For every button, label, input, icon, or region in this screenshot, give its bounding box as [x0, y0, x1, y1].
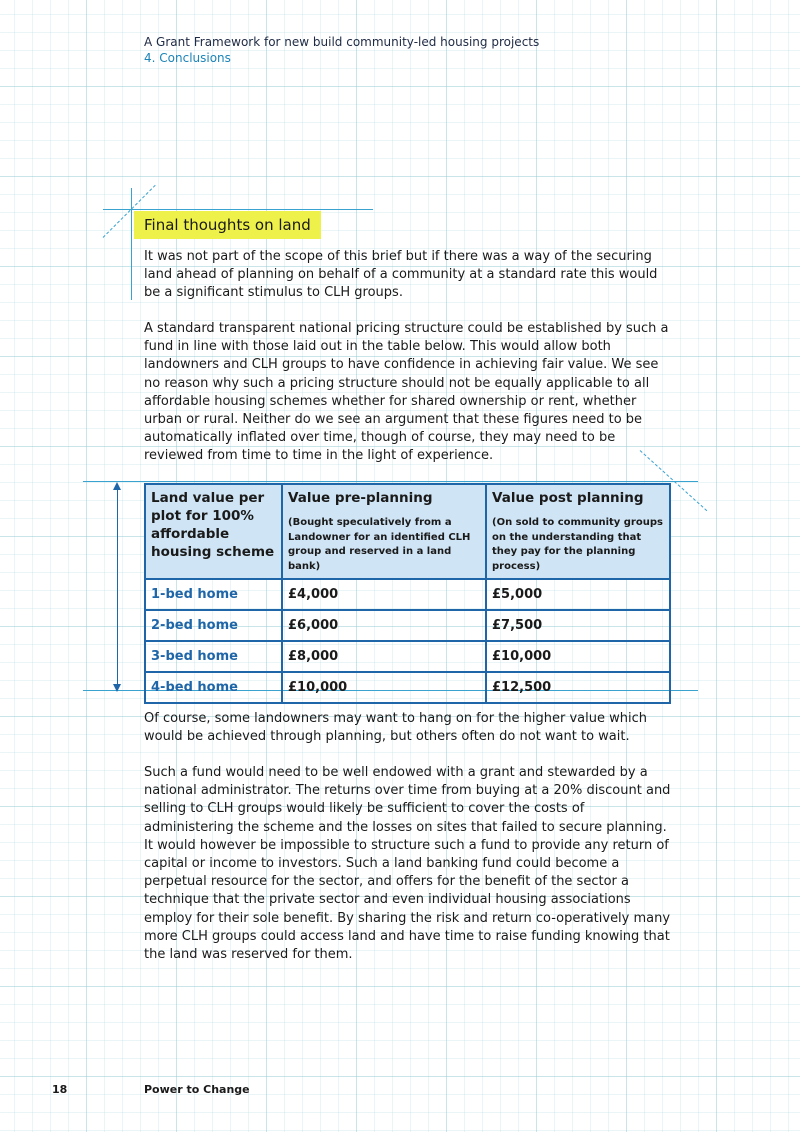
post-planning-value: £7,500 [486, 610, 670, 641]
header-main-text: Value post planning [492, 490, 644, 506]
post-planning-value: £5,000 [486, 579, 670, 610]
header-sub-text: (Bought speculatively from a Landowner for an identified CLH group and reserved in a land bank) [288, 517, 471, 572]
table-row [145, 641, 670, 672]
header-sub-text: (On sold to community groups on the understanding that they pay for the planning process) [492, 517, 663, 572]
row-label: 4-bed home [145, 672, 282, 703]
post-planning-value: £10,000 [486, 641, 670, 672]
row-label: 2-bed home [145, 610, 282, 641]
table-rule-top [83, 481, 698, 482]
section-heading: Final thoughts on land [134, 211, 321, 239]
heading-rule-horizontal [103, 209, 373, 210]
header-main-text: Land value per plot for 100% affordable housing scheme [151, 490, 275, 560]
running-header [144, 34, 539, 66]
arrow-down-icon [113, 684, 121, 692]
table-header-row [145, 484, 670, 579]
table-row [145, 579, 670, 610]
pre-planning-value: £10,000 [282, 672, 486, 703]
paragraph-intro: It was not part of the scope of this brief but if there was a way of the securing land ahead of planning on behalf of a community at a standard rate this would be a significant stimulus to CLH groups. [144, 249, 658, 301]
dimension-line [117, 485, 118, 689]
footer-brand: Power to Change [144, 1083, 250, 1096]
row-label: 3-bed home [145, 641, 282, 672]
section-label: 4. Conclusions [144, 51, 231, 65]
table-row [145, 672, 670, 703]
post-planning-value: £12,500 [486, 672, 670, 703]
table-header-cell [282, 484, 486, 579]
table-header-cell [145, 484, 282, 579]
table-header-cell [486, 484, 670, 579]
paragraph-pricing: A standard transparent national pricing structure could be established by such a fund in line with those laid out in the table below. This would allow both landowners and CLH groups to have confidence in achieving fair value. We see no reason why such a pricing structure should not be equally applicable to all affordable housing schemes whether for shared ownership or rent, whether urban or rural. Neither do we see an argument that these figures need to be automatically inflated over time, though of course, they may need to be reviewed from time to time in the light of experience. [144, 321, 669, 464]
pre-planning-value: £4,000 [282, 579, 486, 610]
header-main-text: Value pre-planning [288, 490, 433, 506]
page-number: 18 [52, 1083, 68, 1096]
paragraph-fund: Such a fund would need to be well endowed with a grant and stewarded by a national administrator. The returns over time from buying at a 20% discount and selling to CLH groups would likely be sufficient to cover the costs of administering the scheme and the losses on sites that failed to secure planning. It would however be impossible to structure such a fund to provide any return of capital or income to investors. Such a land banking fund could become a perpetual resource for the sector, and offers for the benefit of the sector a technique that the private sector and even individual housing associations employ for their sole benefit. By sharing the risk and return co-operatively many more CLH groups could access land and have time to raise funding knowing that the land was reserved for them. [144, 765, 671, 963]
table-row [145, 610, 670, 641]
row-label: 1-bed home [145, 579, 282, 610]
heading-rule-vertical [131, 188, 132, 300]
paragraph-landowners: Of course, some landowners may want to hang on for the higher value which would be achieved through planning, but others often do not want to wait. [144, 711, 647, 745]
pre-planning-value: £6,000 [282, 610, 486, 641]
document-title: A Grant Framework for new build community-led housing projects [144, 35, 540, 49]
pre-planning-value: £8,000 [282, 641, 486, 672]
land-value-table [144, 483, 671, 704]
